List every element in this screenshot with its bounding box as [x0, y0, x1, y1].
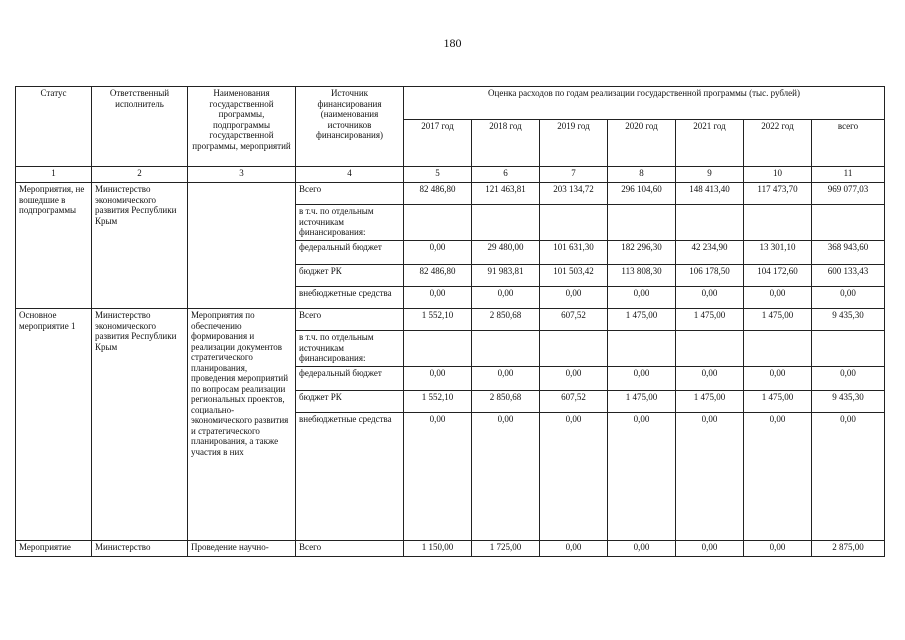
- expense-value: 607,52: [540, 391, 608, 413]
- expense-value: 13 301,10: [744, 241, 812, 265]
- expenditure-table: [15, 86, 885, 557]
- expense-value: [676, 205, 744, 241]
- header-year: всего: [812, 120, 885, 167]
- expense-value: [812, 205, 885, 241]
- expense-value: 9 435,30: [812, 391, 885, 413]
- column-number: 9: [676, 167, 744, 183]
- expense-value: 0,00: [404, 367, 472, 391]
- expense-value: 0,00: [676, 287, 744, 309]
- expense-value: 0,00: [744, 413, 812, 541]
- expense-value: 9 435,30: [812, 309, 885, 331]
- expense-value: 1 475,00: [744, 391, 812, 413]
- row-status: Мероприятия, не вошедшие в подпрограммы: [16, 183, 92, 309]
- expense-value: 0,00: [812, 287, 885, 309]
- expense-value: 1 725,00: [472, 541, 540, 557]
- header-status: Статус: [16, 87, 92, 167]
- expense-value: 0,00: [676, 367, 744, 391]
- expense-value: [608, 331, 676, 367]
- expense-value: 0,00: [744, 541, 812, 557]
- expense-value: 117 473,70: [744, 183, 812, 205]
- financing-source: федеральный бюджет: [296, 241, 404, 265]
- column-number: 3: [188, 167, 296, 183]
- expense-value: 0,00: [404, 241, 472, 265]
- row-status: Мероприятие: [16, 541, 92, 557]
- header-year: 2020 год: [608, 120, 676, 167]
- expense-value: 0,00: [540, 367, 608, 391]
- page-number: 180: [443, 36, 462, 50]
- column-number: 5: [404, 167, 472, 183]
- column-number: 10: [744, 167, 812, 183]
- column-number: 4: [296, 167, 404, 183]
- expense-value: 0,00: [744, 287, 812, 309]
- row-status: Основное мероприятие 1: [16, 309, 92, 541]
- expense-value: 0,00: [472, 413, 540, 541]
- row-name: Проведение научно-: [188, 541, 296, 557]
- expense-value: 368 943,60: [812, 241, 885, 265]
- expense-value: 2 850,68: [472, 309, 540, 331]
- header-executor: Ответственный исполнитель: [92, 87, 188, 167]
- column-number: 6: [472, 167, 540, 183]
- expense-value: 1 475,00: [744, 309, 812, 331]
- expense-value: 148 413,40: [676, 183, 744, 205]
- table-row: [16, 183, 885, 205]
- expense-value: [744, 331, 812, 367]
- expense-value: 0,00: [472, 367, 540, 391]
- financing-source: бюджет РК: [296, 391, 404, 413]
- expense-value: 91 983,81: [472, 265, 540, 287]
- expense-value: 0,00: [812, 413, 885, 541]
- header-year: 2019 год: [540, 120, 608, 167]
- financing-source: Всего: [296, 183, 404, 205]
- expense-value: [540, 331, 608, 367]
- expense-value: 0,00: [608, 541, 676, 557]
- expense-value: 1 475,00: [608, 309, 676, 331]
- header-source: Источник финансирования (наименования источников финансирования): [296, 87, 404, 167]
- expense-value: 113 808,30: [608, 265, 676, 287]
- header-year: 2021 год: [676, 120, 744, 167]
- column-number: 7: [540, 167, 608, 183]
- expense-value: 0,00: [404, 287, 472, 309]
- expense-value: [404, 205, 472, 241]
- row-name: [188, 183, 296, 309]
- row-name: Мероприятия по обеспечению формирования и реализации документов стратегического планирования, проведения мероприятий по вопросам реализации региональных проектов, социально-экономического развития и стратегического планирования, а также участия в них: [188, 309, 296, 541]
- expense-value: 1 475,00: [676, 309, 744, 331]
- financing-source: внебюджетные средства: [296, 413, 404, 541]
- expense-value: 1 475,00: [676, 391, 744, 413]
- expense-value: 182 296,30: [608, 241, 676, 265]
- expense-value: 296 104,60: [608, 183, 676, 205]
- expense-value: 101 503,42: [540, 265, 608, 287]
- expense-value: 121 463,81: [472, 183, 540, 205]
- expense-value: 0,00: [812, 367, 885, 391]
- expense-value: [676, 331, 744, 367]
- column-number: 8: [608, 167, 676, 183]
- expense-value: 0,00: [744, 367, 812, 391]
- row-executor: Министерство: [92, 541, 188, 557]
- expense-value: 0,00: [540, 287, 608, 309]
- row-executor: Министерство экономического развития Республики Крым: [92, 183, 188, 309]
- expense-value: 1 552,10: [404, 309, 472, 331]
- row-executor: Министерство экономического развития Республики Крым: [92, 309, 188, 541]
- expense-value: 0,00: [472, 287, 540, 309]
- table-row: [16, 309, 885, 331]
- expense-value: 0,00: [608, 287, 676, 309]
- expense-value: 607,52: [540, 309, 608, 331]
- financing-source: в т.ч. по отдельным источникам финансирования:: [296, 331, 404, 367]
- header-year: 2018 год: [472, 120, 540, 167]
- expense-value: [540, 205, 608, 241]
- expense-value: 0,00: [540, 413, 608, 541]
- header-estimate: Оценка расходов по годам реализации государственной программы (тыс. рублей): [404, 87, 885, 120]
- header-name: Наименования государственной программы, подпрограммы государственной программы, мероприятий: [188, 87, 296, 167]
- expense-value: 82 486,80: [404, 183, 472, 205]
- header-year: 2022 год: [744, 120, 812, 167]
- table-row: [16, 541, 885, 557]
- expense-value: 104 172,60: [744, 265, 812, 287]
- column-number: 1: [16, 167, 92, 183]
- financing-source: федеральный бюджет: [296, 367, 404, 391]
- expense-value: [404, 331, 472, 367]
- expense-value: 1 475,00: [608, 391, 676, 413]
- expense-value: [812, 331, 885, 367]
- financing-source: в т.ч. по отдельным источникам финансирования:: [296, 205, 404, 241]
- expense-value: 2 875,00: [812, 541, 885, 557]
- expense-value: 203 134,72: [540, 183, 608, 205]
- expense-value: 0,00: [608, 367, 676, 391]
- expense-value: 29 480,00: [472, 241, 540, 265]
- expense-value: 42 234,90: [676, 241, 744, 265]
- expense-value: 0,00: [676, 541, 744, 557]
- expense-value: 2 850,68: [472, 391, 540, 413]
- expense-value: 969 077,03: [812, 183, 885, 205]
- financing-source: внебюджетные средства: [296, 287, 404, 309]
- header-year: 2017 год: [404, 120, 472, 167]
- expense-value: 1 150,00: [404, 541, 472, 557]
- expense-value: 600 133,43: [812, 265, 885, 287]
- column-number: 2: [92, 167, 188, 183]
- expense-value: 0,00: [540, 541, 608, 557]
- expense-value: 1 552,10: [404, 391, 472, 413]
- expense-value: 0,00: [676, 413, 744, 541]
- expense-value: 82 486,80: [404, 265, 472, 287]
- expense-value: [472, 331, 540, 367]
- expense-value: 101 631,30: [540, 241, 608, 265]
- expense-value: 0,00: [404, 413, 472, 541]
- financing-source: Всего: [296, 309, 404, 331]
- expense-value: 0,00: [608, 413, 676, 541]
- financing-source: бюджет РК: [296, 265, 404, 287]
- expense-value: [744, 205, 812, 241]
- expense-value: [472, 205, 540, 241]
- financing-source: Всего: [296, 541, 404, 557]
- expense-value: [608, 205, 676, 241]
- expense-value: 106 178,50: [676, 265, 744, 287]
- column-number: 11: [812, 167, 885, 183]
